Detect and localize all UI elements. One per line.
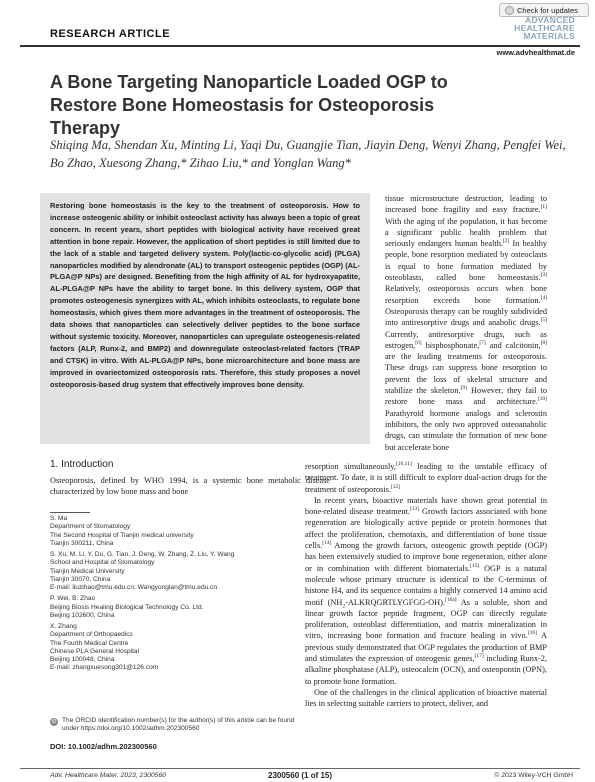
citation[interactable]: [5] [540, 317, 547, 324]
text-run: -ALKRQGRTLYGFGG-OH). [345, 597, 445, 607]
citation[interactable]: [10] [537, 396, 547, 403]
affiliation-block [50, 551, 290, 592]
text-run: With the aging of the population, it has become a significant public health problem that seriously endangers human health. [385, 216, 547, 249]
affiliation-line: P. Wei, B. Zhao [50, 595, 96, 603]
orcid-text[interactable]: The ORCID identification number(s) for the author(s) of this article can be found under https://doi.org/10.1002/adhm.202300560 [62, 717, 295, 733]
text-run: Among the growth factors, osteogenic growth peptide (OGP) has been extensively studied to improve bone regeneration, either alone or in combination with different biomaterials. [305, 541, 547, 573]
affiliation-line: Beijing 100048, China [50, 656, 115, 664]
intro-paragraph [305, 461, 547, 495]
affiliation-block [50, 623, 290, 673]
text-run: OGP is a natural molecule whose primary structure is identical to the C-terminus of histone H4, and its sequence contains a highly conserved 14 amino acid motif (NH [305, 563, 547, 607]
article-title: A Bone Targeting Nanoparticle Loaded OGP to Restore Bone Homeostasis for Osteoporosis Therapy [50, 72, 448, 138]
citation[interactable]: [7] [479, 340, 486, 347]
text-run: tissue microstructure destruction, leading to increased bone fragility and easy fracture. [385, 194, 547, 215]
citation[interactable]: [2] [502, 238, 510, 245]
citation[interactable]: [6] [415, 340, 422, 347]
affiliation-line: Beijing Biosis Healing Biological Technology Co. Ltd. [50, 603, 204, 611]
text-run: Growth factors associated with bone regeneration are biologically active peptide or protein hormones that affect the proliferation, chemotaxis, and differentiation of bone tissue cells. [305, 507, 547, 551]
affiliation-line: The Fourth Medical Centre [50, 639, 129, 647]
citation[interactable]: [12] [390, 483, 401, 490]
affiliation-line: Chinese PLA General Hospital [50, 647, 140, 655]
article-type: RESEARCH ARTICLE [50, 28, 171, 40]
doi[interactable]: DOI: 10.1002/adhm.202300560 [50, 742, 157, 751]
intro-continued [305, 461, 547, 710]
text-run: In recent years, bioactive materials have shown great potential in bone-related disease treatment. [305, 495, 547, 517]
affiliation-line: Tianjin 300211, China [50, 539, 114, 547]
citation[interactable]: [16a] [444, 596, 457, 603]
affiliation-line: School and Hospital of Stomatology [50, 559, 155, 567]
text-run: and calcitonin, [485, 340, 541, 350]
intro-paragraph: One of the challenges in the clinical application of bioactive material lies in selecting suitable carriers to protect, deliver, and [305, 687, 547, 709]
text-run: bisphosphonate, [421, 340, 480, 350]
citation[interactable]: [16] [527, 630, 537, 637]
text-run: Relatively, osteoporosis occurs when bone resorption exceeds bone formation. [385, 284, 547, 305]
orcid-icon: iD [51, 719, 57, 725]
journal-logo-line: MATERIALS [523, 31, 575, 41]
footer-copyright: © 2023 Wiley-VCH GmbH [494, 772, 573, 779]
text-run: As a soluble, short and linear growth factor peptide fragment, OGP can directly regulate proliferation, osteoblast differentiation, and matrix mineralization in vitro, increasing bone formation and fracture healing in vivo. [305, 597, 547, 641]
citation[interactable]: [17] [474, 653, 484, 660]
affiliations [50, 515, 290, 676]
text-run: However, they fail to restore bone mass and architecture. [385, 386, 547, 407]
text-run: resorption simultaneously, [305, 462, 396, 471]
intro-right-column [385, 193, 547, 453]
footer-divider [20, 768, 580, 769]
check-updates-icon [505, 6, 514, 15]
affiliation-line: Beijing 102600, China [50, 611, 115, 619]
citation[interactable]: [15] [470, 562, 480, 569]
citation[interactable]: [13] [409, 506, 420, 513]
text-run: are the leading treatments for osteoporosis. These drugs can suppress bone resorption to prevent the loss of skeletal structure and stabilize the skeleton. [385, 352, 547, 396]
citation[interactable]: [14] [322, 540, 332, 547]
subscript: 2 [342, 603, 346, 610]
text-run: Osteoporosis therapy can be roughly subdivided into antiresorptive drugs and anabolic drugs. [385, 306, 547, 328]
affiliation-line: X. Zhang [50, 622, 77, 630]
header-divider [20, 45, 580, 47]
affiliation-line: The Second Hospital of Tianjin medical university [50, 531, 194, 539]
orcid-note [50, 717, 305, 734]
citation[interactable]: [10,11] [395, 461, 412, 468]
affiliation-line: Tianjin 30070, China [50, 575, 111, 583]
text-run: Currently, antiresorptive drugs, such as estrogen, [385, 329, 547, 350]
intro-right-paragraph [385, 193, 547, 453]
intro-left-paragraph: Osteoporosis, defined by WHO 1994, is a systemic bone metabolic disease characterized by low bone mass and bone [50, 476, 330, 497]
affiliation-email[interactable]: E-mail: zhangxuesong301@126.com [50, 664, 159, 672]
abstract-text: Restoring bone homeostasis is the key to the treatment of osteoporosis. How to increase osteogenic ability or inhibit osteoclast activity has always been a topic of great concern. In recent years, short peptides with biological activity have received great attention in bone repair. However, the application of short peptides is still limited due to the lack of a stable and targeted delivery system. Poly(lactic-co-glycolic acid) (PLGA) nanoparticles modified by alendronate (AL) to transport osteogenic peptides (OGP) (AL-PLGA@P NPs) are designed. Benefiting from the high affinity of AL for hydroxyapatite, AL-PLGA@P NPs have the ability to target bone. In this delivery system, OGP that promotes osteogenesis synergizes with AL, which inhibits osteoclasts, to regulate bone homeostasis, which gives them more advantages in the treatment of osteoporosis. The data shows that nanoparticles can selectively deliver peptides to the bone surface without systemic toxicity. Moreover, nanoparticles can upregulate osteogenesis-related factors (ALP, Runx-2, and BMP2) and downregulate osteoclast-related factors (TRAP and CTSK) in vitro. With AL-PLGA@P NPs, bone microarchitecture and bone mass are improved in ovariectomized osteoporosis rats. Therefore, this study proposes a novel osteoporosis-based drug system that effectively improves bone density. [50, 201, 360, 389]
affiliation-divider [50, 512, 90, 513]
journal-url[interactable]: www.advhealthmat.de [496, 48, 575, 57]
affiliation-block [50, 515, 290, 548]
text-run: leading to the unstable efficacy of treatment. To date, it is still difficult to explore dual-action drugs for the treatment of osteoporosis. [305, 462, 547, 494]
affiliation-email[interactable]: E-mail: liuzihao@tmu.edu.cn; Wangyonglan@tmu.edu.cn [50, 584, 218, 592]
text-run: Parathyroid hormone analogs and sclerostin inhibitors, the only two approved osteoanabolic drugs, can stimulate the formation of new bone but accelerate bone [385, 408, 547, 452]
journal-logo [514, 16, 575, 40]
citation[interactable]: [4] [540, 294, 547, 301]
section-heading: 1. Introduction [50, 459, 114, 470]
affiliation-line: Tianjin Medical University [50, 567, 125, 575]
text-run: In healthy people, bone resorption mediated by osteoclasts is equal to bone formation mediated by osteoblasts, called bone homeostasis. [385, 239, 547, 283]
citation[interactable]: [9] [460, 385, 467, 392]
citation[interactable]: [8] [540, 340, 547, 347]
footer-journal: Adv. Healthcare Mater. 2023, 2300560 [50, 772, 166, 779]
text-run: including Runx-2, alkaline phosphatase (ALP), osteocalcin (OCN), and osteopontin (OPN), to promote bone formation. [305, 654, 547, 686]
citation[interactable]: [3] [540, 272, 547, 279]
footer-page-number: 2300560 (1 of 15) [268, 771, 333, 780]
journal-logo-line: HEALTHCARE [514, 23, 575, 33]
journal-logo-line: ADVANCED [525, 15, 575, 25]
affiliation-line: S. Xu, M. Li, Y. Du, G. Tian, J. Deng, W. Zhang, Z. Liu, Y. Wang [50, 550, 235, 558]
abstract-box [40, 193, 370, 444]
affiliation-line: Department of Orthopaedics [50, 631, 133, 639]
text-run: A previous study demonstrated that OGP regulates the production of BMP and stimulates the expression of osteogenic genes, [305, 631, 548, 664]
citation[interactable]: [1] [540, 204, 547, 211]
affiliation-line: S. Ma [50, 515, 68, 522]
affiliation-block [50, 595, 290, 620]
affiliation-line: Department of Stomatology [50, 523, 131, 531]
check-for-updates-label: Check for updates [517, 5, 578, 15]
author-list: Shiqing Ma, Shendan Xu, Minting Li, Yaqi Du, Guangjie Tian, Jiayin Deng, Wenyi Zhang, Pengfei Wei, Bo Zhao, Xuesong Zhang,* Zihao Liu,* and Yonglan Wang* [50, 138, 566, 170]
intro-paragraph [305, 495, 547, 687]
